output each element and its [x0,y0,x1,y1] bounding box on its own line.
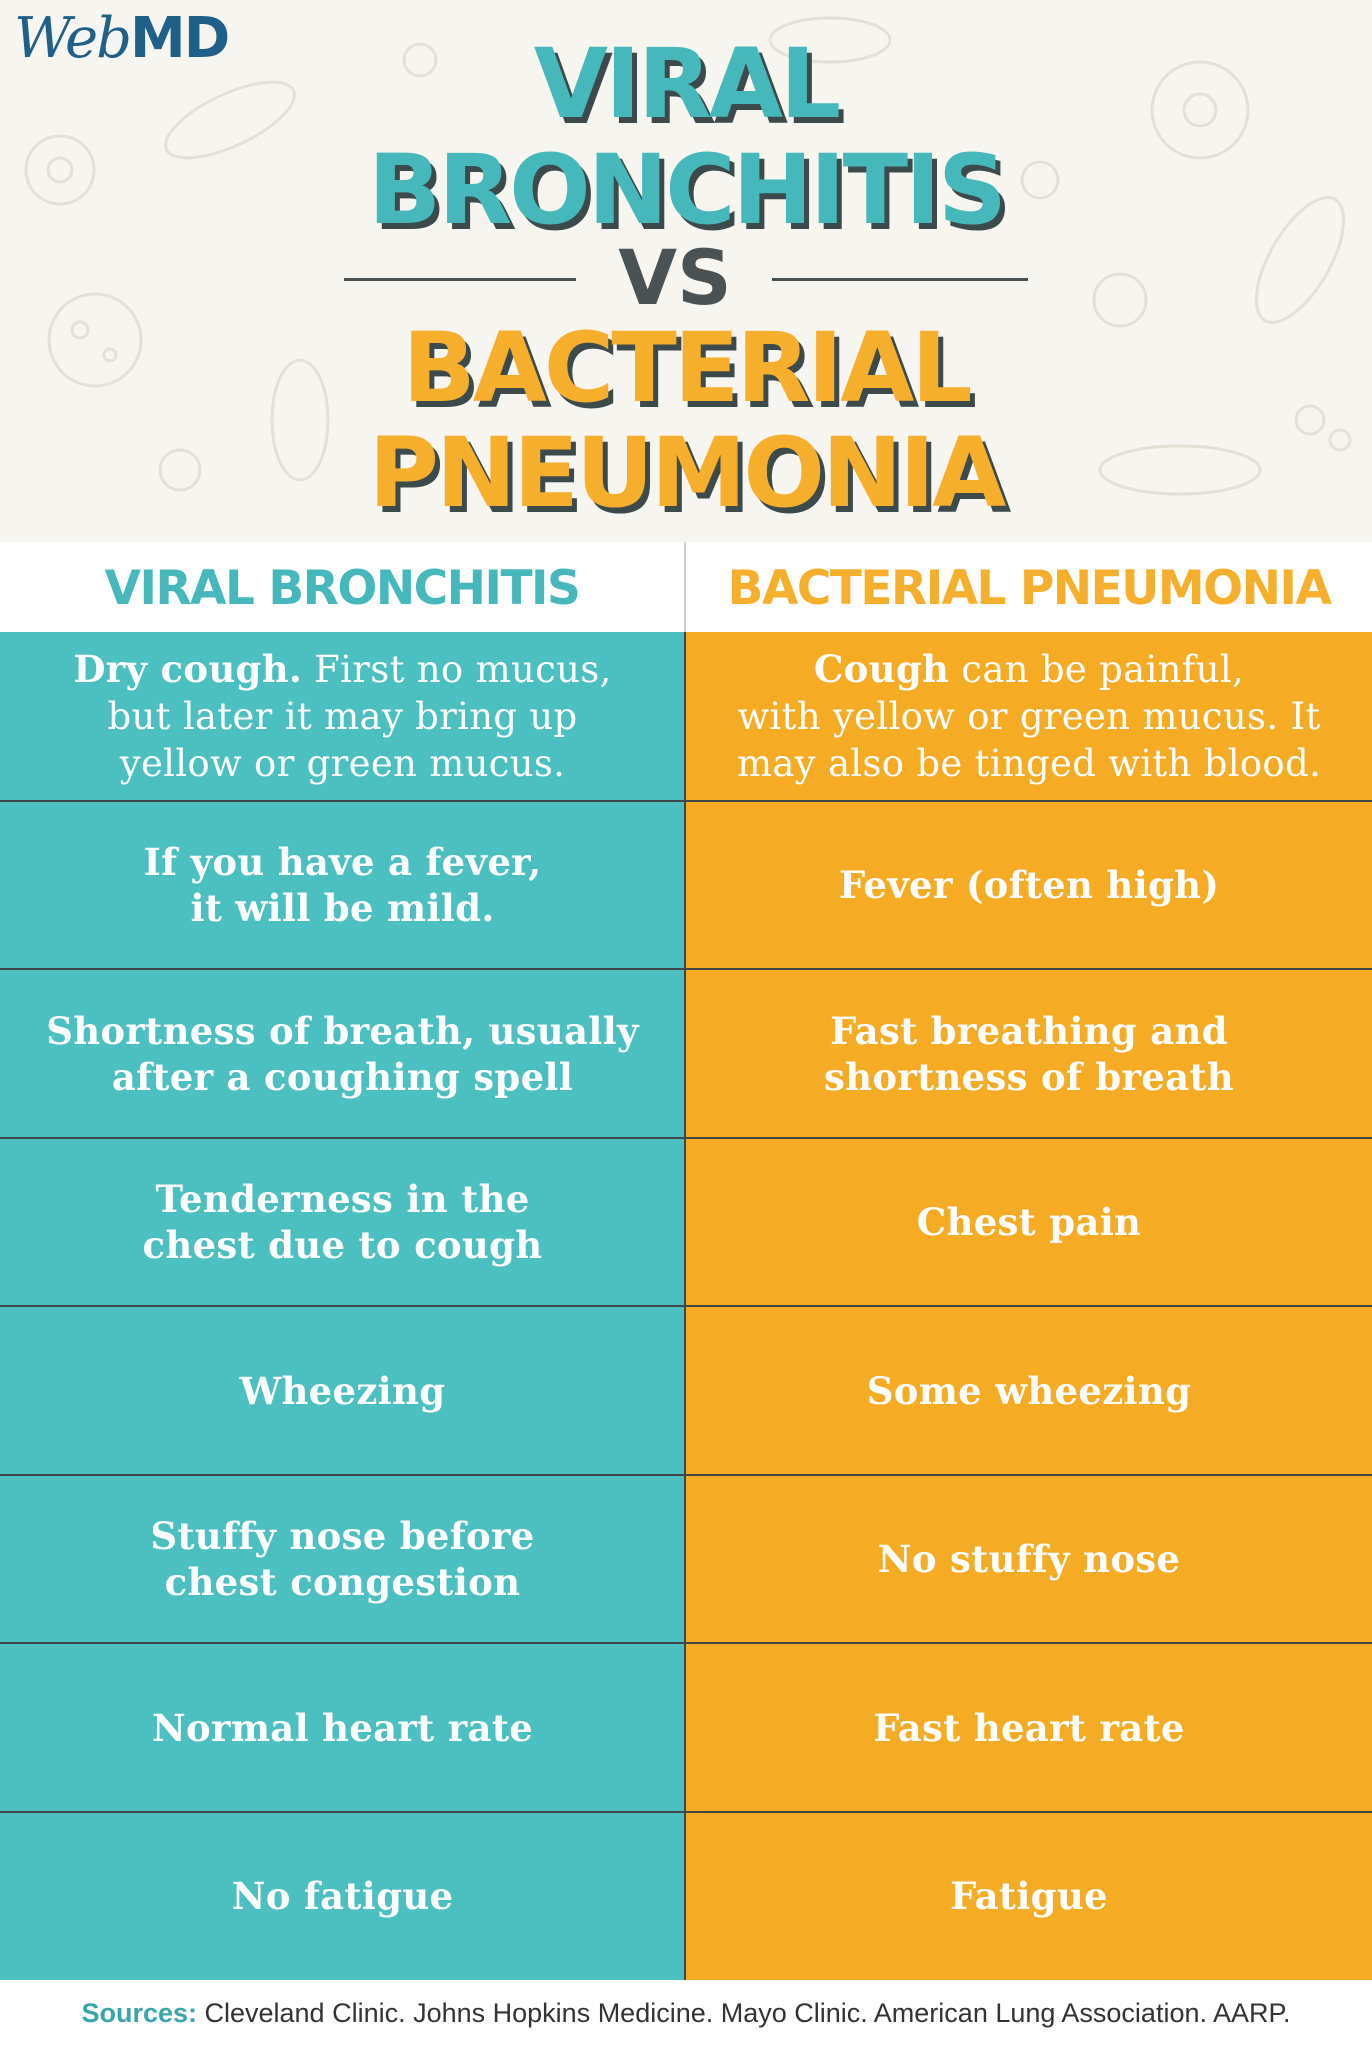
viral-cell: Wheezing [0,1306,685,1475]
column-header-viral-bronchitis: VIRAL BRONCHITIS [0,542,684,632]
bacterial-cell: Chest pain [686,1138,1372,1306]
viral-cell: No fatigue [0,1812,685,1980]
table-row [0,1475,1372,1643]
vs-label: VS [618,233,732,322]
viral-cell-bold: Dry cough. [73,647,303,691]
row-separator [0,1642,1372,1644]
sources-label: Sources: [81,1998,197,2028]
row-separator [0,1811,1372,1813]
viral-cell: Stuffy nose before chest congestion [0,1475,685,1643]
title-viral: VIRAL [533,28,839,140]
row-separator [0,800,1372,802]
table-body [0,632,1372,1980]
viral-cell-text: First no mucus, but later it may bring up yellow or green mucus. [107,648,612,785]
vs-rule-right [772,278,1028,281]
row-separator [0,1137,1372,1139]
title-bronchitis: BRONCHITIS [368,134,1004,246]
table-row [0,801,1372,969]
bacterial-cell [686,632,1372,801]
webmd-logo: WebMD [14,6,229,71]
row-separator [0,968,1372,970]
bacterial-cell: No stuffy nose [686,1475,1372,1643]
hero-header [0,0,1372,542]
vs-separator [0,233,1372,322]
bacterial-cell-bold: Cough [813,647,950,691]
title-bacterial: BACTERIAL [402,312,970,424]
row-separator [0,1474,1372,1476]
viral-cell: Shortness of breath, usually after a coughing spell [0,969,685,1138]
bacterial-cell: Fast breathing and shortness of breath [686,969,1372,1138]
table-row [0,1643,1372,1812]
viral-cell: If you have a fever, it will be mild. [0,801,685,969]
bacterial-cell: Some wheezing [686,1306,1372,1475]
bacterial-cell: Fast heart rate [686,1643,1372,1812]
title-pneumonia: PNEUMONIA [368,417,1004,529]
table-row [0,1306,1372,1475]
viral-cell: Normal heart rate [0,1643,685,1812]
bacterial-cell: Fever (often high) [686,801,1372,969]
sources-footer [0,1980,1372,2048]
row-separator [0,1305,1372,1307]
comparison-table [0,542,1372,1980]
vs-rule-left [344,278,576,281]
table-row [0,969,1372,1138]
table-row [0,632,1372,801]
column-header-bacterial-pneumonia: BACTERIAL PNEUMONIA [686,542,1372,632]
bacterial-cell-text: can be painful, with yellow or green mucus. It may also be tinged with blood. [736,648,1322,785]
table-row [0,1812,1372,1980]
viral-cell: Tenderness in the chest due to cough [0,1138,685,1306]
table-row [0,1138,1372,1306]
sources-text: Cleveland Clinic. Johns Hopkins Medicine. Mayo Clinic. American Lung Association. AARP. [197,1998,1291,2028]
viral-cell [0,632,685,801]
bacterial-cell: Fatigue [686,1812,1372,1980]
